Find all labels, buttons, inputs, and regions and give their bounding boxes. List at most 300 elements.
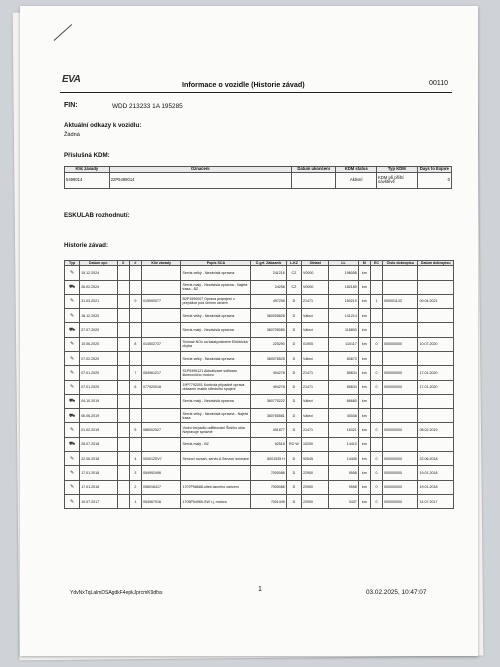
kdm-name: 22P5499014 xyxy=(109,172,291,188)
cell-date: 04.10.2019 xyxy=(80,394,117,408)
cell-cis: 000000000 xyxy=(383,466,418,480)
cell-x xyxy=(117,366,129,380)
kdm-status: Aktivní xyxy=(336,172,377,188)
cell-cis: 000000000 xyxy=(383,452,418,466)
cell-m: km xyxy=(358,337,370,351)
historie-row xyxy=(65,380,454,394)
cell-n xyxy=(129,437,141,451)
cell-cis: 000000000 xyxy=(383,380,418,394)
cell-key: 054992496 xyxy=(141,466,181,480)
cell-lkz: CZ xyxy=(286,280,301,294)
cell-m: km xyxy=(358,394,370,408)
col-ll: LL xyxy=(329,261,358,266)
cell-ec xyxy=(370,309,382,323)
cell-lkz: D xyxy=(286,366,301,380)
cell-n xyxy=(129,351,141,365)
eva-logo: EVA xyxy=(62,74,81,85)
cell-key xyxy=(141,394,181,408)
cell-grf: 8001935 H xyxy=(251,452,286,466)
cell-x xyxy=(117,337,129,351)
cell-date: 07.02.2020 xyxy=(80,351,117,365)
cell-lkz: D xyxy=(286,480,301,494)
row-type-cell xyxy=(65,452,80,466)
cell-m: km xyxy=(358,266,370,280)
cell-grf: 241216 xyxy=(251,266,286,280)
cell-obl: 01905 xyxy=(302,337,329,351)
col-typ: Typ xyxy=(65,261,80,266)
cell-grf: 360765581 xyxy=(251,409,286,423)
cell-date: 07.01.2020 xyxy=(80,366,117,380)
cell-m: km xyxy=(358,409,370,423)
col-grf: Č.grf. Zákazník xyxy=(251,261,286,266)
cell-n: 8 xyxy=(129,337,141,351)
row-type-cell xyxy=(65,351,80,365)
historie-row xyxy=(65,480,454,494)
kdm-col-date: Datum ukončení xyxy=(291,167,336,173)
cell-ll: 116803 xyxy=(329,323,358,337)
cell-desc: Servis malý - BZ xyxy=(181,437,251,451)
cell-n: 4 xyxy=(129,452,141,466)
car-icon: ⛟ xyxy=(68,412,76,419)
kdm-key: 5499014 xyxy=(65,172,110,188)
col-n: # xyxy=(129,261,141,266)
cell-lkz: D xyxy=(286,337,301,351)
historie-row xyxy=(65,466,454,480)
cell-lkz: D xyxy=(286,380,301,394)
cell-m: km xyxy=(358,452,370,466)
cell-desc: 1707P58688-oltek lacneho zarizeni xyxy=(181,480,251,494)
cell-date: 22.06.2018 xyxy=(80,452,117,466)
cell-grf: 497256 xyxy=(251,294,286,308)
kdm-col-type: Typ KDM xyxy=(377,167,418,173)
cell-m: km xyxy=(358,466,370,480)
cell-n: 5 xyxy=(129,423,141,437)
fin-value: WDD 213233 1A 195285 xyxy=(112,103,183,110)
cell-desc: B2P1590007 Oprava propojení v prepážce pod čelním oknem xyxy=(181,294,251,308)
cell-ll: 9558 xyxy=(329,466,358,480)
col-key: Klíč závady xyxy=(141,261,181,266)
cell-m: km xyxy=(358,323,370,337)
cell-ec: 1 xyxy=(370,294,382,308)
cell-date: 26.02.2024 xyxy=(80,280,117,294)
cell-dat xyxy=(418,394,454,408)
cell-cis xyxy=(383,437,418,451)
cell-obl: 21471 xyxy=(302,366,329,380)
cell-grf: 7000086 xyxy=(251,466,286,480)
row-type-cell xyxy=(65,323,80,337)
row-type-cell xyxy=(65,480,80,494)
cell-dat: 09.04.2021 xyxy=(418,294,454,308)
cell-date: 10.06.2020 xyxy=(80,337,117,351)
cell-x xyxy=(117,309,129,323)
cell-dat xyxy=(418,266,454,280)
cell-desc: Servis velký - Nezávislá opravna xyxy=(181,266,251,280)
cell-x xyxy=(117,466,129,480)
cell-dat: 08.02.2019 xyxy=(418,423,454,437)
kdm-type: KDM při příští návštěvě xyxy=(377,172,418,188)
cell-n xyxy=(129,409,141,423)
cell-desc: Snímač NOx za katalyzátorem Elektrická chyba xyxy=(181,337,251,351)
cell-lkz: RO W xyxy=(286,437,301,451)
wrench-icon: ✎ xyxy=(69,455,75,462)
cell-grf: 360775222 xyxy=(251,394,286,408)
cell-key xyxy=(141,323,181,337)
cell-m: km xyxy=(358,280,370,294)
cell-cis xyxy=(383,280,418,294)
historie-row xyxy=(65,437,454,451)
cell-x xyxy=(117,423,129,437)
cell-date: 07.01.2020 xyxy=(80,380,117,394)
cell-m: km xyxy=(358,380,370,394)
cell-x xyxy=(117,280,129,294)
document-code: 00110 xyxy=(429,80,448,87)
cell-key xyxy=(141,266,181,280)
cell-desc: Senzorí rozsah, servis A Senzorí snímavé xyxy=(181,452,251,466)
cell-obl: V0000 xyxy=(302,266,329,280)
cell-x xyxy=(117,394,129,408)
cell-obl: 21471 xyxy=(302,294,329,308)
row-type-cell xyxy=(65,266,80,280)
kdm-table xyxy=(64,166,452,189)
cell-dat: 14.07.2017 xyxy=(418,494,454,508)
historie-row xyxy=(65,280,454,294)
cell-obl: Válecí xyxy=(302,409,329,423)
cell-lkz: D xyxy=(286,323,301,337)
cell-ec xyxy=(370,394,382,408)
cell-m: km xyxy=(358,437,370,451)
cell-date: 01.02.2019 xyxy=(80,423,117,437)
cell-ll: 3437 xyxy=(329,494,358,508)
odkazy-value: Žádná xyxy=(64,132,80,138)
row-type-cell xyxy=(65,309,80,323)
cell-obl: 22900 xyxy=(302,494,329,508)
cell-lkz: D xyxy=(286,351,301,365)
wrench-icon: ✎ xyxy=(69,355,75,362)
kdm-col-days: Days to Expire xyxy=(417,167,451,173)
cell-date: 17.01.2018 xyxy=(80,466,117,480)
cell-obl: V0000 xyxy=(302,280,329,294)
cell-desc: Servis velký - Nezávislá opravna - Najetá trasa xyxy=(181,409,251,423)
cell-ec xyxy=(370,266,382,280)
cell-desc: Servis malý - Nezávislá opravna xyxy=(181,323,251,337)
cell-dat: 17.01.2020 xyxy=(418,380,454,394)
cell-key: 058916417 xyxy=(141,480,181,494)
cell-obl: 92645 xyxy=(302,452,329,466)
cell-cis: 000000000 xyxy=(383,423,418,437)
cell-n: 2 xyxy=(129,480,141,494)
col-m: M xyxy=(358,261,370,266)
cell-desc: 19P7792001 Kontrola případně oprava dotazení matek středního spojeni xyxy=(181,380,251,394)
row-type-cell xyxy=(65,423,80,437)
cell-obl: Válecí xyxy=(302,394,329,408)
cell-grf: 360705080 xyxy=(251,323,286,337)
cell-key xyxy=(141,409,181,423)
wrench-icon: ✎ xyxy=(69,269,75,276)
cell-x xyxy=(117,409,129,423)
historie-row xyxy=(65,294,454,308)
cell-date: 18.12.2020 xyxy=(80,309,117,323)
cell-cis xyxy=(383,409,418,423)
cell-n xyxy=(129,323,141,337)
cell-dat: 10.07.2020 xyxy=(418,337,454,351)
cell-obl: Válecí xyxy=(302,323,329,337)
cell-ec: 0 xyxy=(370,423,382,437)
cell-ll: 110117 xyxy=(329,337,358,351)
cell-cis xyxy=(383,323,418,337)
cell-n xyxy=(129,280,141,294)
cell-ec: 0 xyxy=(370,494,382,508)
cell-ll: 85634 xyxy=(329,366,358,380)
fin-label: FIN: xyxy=(64,102,78,109)
cell-desc: Vodní čerpadlo odfiltrování Širšího okla Nepravuje správně xyxy=(181,423,251,437)
cell-date: 17.01.2018 xyxy=(80,480,117,494)
cell-grf: 360078525 xyxy=(251,351,286,365)
cell-ec xyxy=(370,280,382,294)
cell-dat xyxy=(418,323,454,337)
cell-x xyxy=(117,480,129,494)
cell-dat xyxy=(418,280,454,294)
cell-ll: 16321 xyxy=(329,423,358,437)
footer-code: YdvNxTqLalmDSAgdkF4epkJprcmK9dfss xyxy=(70,590,163,596)
cell-dat xyxy=(418,351,454,365)
cell-key: 054961217 xyxy=(141,366,181,380)
car-icon: ⛟ xyxy=(68,441,76,448)
cell-grf: 7001449 xyxy=(251,494,286,508)
col-x: X xyxy=(117,261,129,266)
row-type-cell xyxy=(65,409,80,423)
cell-ll: 40048 xyxy=(329,409,358,423)
cell-x xyxy=(117,351,129,365)
cell-n xyxy=(129,394,141,408)
cell-ll: 150219 xyxy=(329,294,358,308)
cell-ll: 9558 xyxy=(329,480,358,494)
col-datum: Datum opr. xyxy=(80,261,117,266)
historie-row xyxy=(65,409,454,423)
cell-n: 1 xyxy=(129,494,141,508)
cell-lkz: D xyxy=(286,494,301,508)
historie-row xyxy=(65,394,454,408)
wrench-icon: ✎ xyxy=(69,341,75,348)
cell-cis xyxy=(383,351,418,365)
cell-ec xyxy=(370,351,382,365)
cell-desc: Servis velký - Nezávislá opravna xyxy=(181,351,251,365)
cell-grf: 7000086 xyxy=(251,480,286,494)
cell-grf: 494278 xyxy=(251,380,286,394)
cell-x xyxy=(117,437,129,451)
cell-grf: 494278 xyxy=(251,366,286,380)
cell-lkz: CZ xyxy=(286,266,301,280)
cell-desc: Servis malý - Nezávislá opravna xyxy=(181,394,251,408)
cell-grf: 62518 xyxy=(251,437,286,451)
cell-key: 077920018 xyxy=(141,380,181,394)
row-type-cell xyxy=(65,380,80,394)
wrench-icon: ✎ xyxy=(69,298,75,305)
cell-m: km xyxy=(358,480,370,494)
cell-obl: 21471 xyxy=(302,380,329,394)
cell-dat: 19.01.2018 xyxy=(418,480,454,494)
cell-lkz: D xyxy=(286,309,301,323)
cell-lkz: D xyxy=(286,294,301,308)
cell-x xyxy=(117,323,129,337)
cell-ll: 85634 xyxy=(329,380,358,394)
cell-key: 015900077 xyxy=(141,294,181,308)
kdm-label: Příslušná KDM: xyxy=(64,152,110,159)
cell-n: 0 xyxy=(129,294,141,308)
cell-date: 15.12.2024 xyxy=(80,266,117,280)
cell-key xyxy=(141,437,181,451)
cell-m: km xyxy=(358,423,370,437)
row-type-cell xyxy=(65,337,80,351)
historie-row xyxy=(65,323,454,337)
wrench-icon: ✎ xyxy=(69,369,75,376)
cell-ll: 83673 xyxy=(329,351,358,365)
kdm-date xyxy=(291,172,336,188)
cell-ll: 14410 xyxy=(329,437,358,451)
cell-dat xyxy=(418,437,454,451)
col-ec: EC xyxy=(370,261,382,266)
cell-obl: Válecí xyxy=(302,351,329,365)
cell-lkz: D xyxy=(286,409,301,423)
cell-ll: 141214 xyxy=(329,309,358,323)
col-obl: Oblast xyxy=(302,261,329,266)
document-page xyxy=(20,6,478,656)
cell-desc: Servis velký - Nezávislá opravna xyxy=(181,309,251,323)
cell-n: 3 xyxy=(129,466,141,480)
cell-m: km xyxy=(358,309,370,323)
cell-ec xyxy=(370,409,382,423)
row-type-cell xyxy=(65,394,80,408)
cell-ec: 0 xyxy=(370,480,382,494)
wrench-icon: ✎ xyxy=(69,469,75,476)
cell-ec xyxy=(370,323,382,337)
cell-cis xyxy=(383,309,418,323)
cell-cis xyxy=(383,266,418,280)
cell-grf: 360005826 xyxy=(251,309,286,323)
pen-mark xyxy=(54,24,73,41)
cell-dat xyxy=(418,309,454,323)
cell-lkz: D xyxy=(286,452,301,466)
kdm-col-name: Označení xyxy=(109,167,291,173)
wrench-icon: ✎ xyxy=(69,484,75,491)
kdm-days: 0 xyxy=(417,172,451,188)
cell-grf: 24258 xyxy=(251,280,286,294)
historie-header-row xyxy=(65,261,454,266)
cell-key xyxy=(141,309,181,323)
cell-cis: 000000000 xyxy=(383,480,418,494)
car-icon: ⛟ xyxy=(68,284,76,291)
cell-m: km xyxy=(358,351,370,365)
cell-key: 086002527 xyxy=(141,423,181,437)
wrench-icon: ✎ xyxy=(69,312,75,319)
cell-lkz: D xyxy=(286,466,301,480)
cell-x xyxy=(117,380,129,394)
historie-row xyxy=(65,423,454,437)
cell-ll: 182189 xyxy=(329,280,358,294)
cell-desc xyxy=(181,466,251,480)
historie-row xyxy=(65,309,454,323)
cell-obl: Válecí xyxy=(302,309,329,323)
cell-grf: 225290 xyxy=(251,337,286,351)
cell-ec: 0 xyxy=(370,452,382,466)
document-header xyxy=(60,74,452,93)
cell-desc: S1P5496121 Aktualizace softwaru škrenovicho motoru xyxy=(181,366,251,380)
historie-table xyxy=(64,260,454,509)
document-title: Informace o vozidle (Historie závad) xyxy=(182,80,305,89)
row-type-cell xyxy=(65,466,80,480)
cell-dat: 19.01.2018 xyxy=(418,466,454,480)
col-desc: Popis SCA xyxy=(181,261,251,266)
cell-ll: 66680 xyxy=(329,394,358,408)
cell-n: 7 xyxy=(129,366,141,380)
cell-grf: 491877 xyxy=(251,423,286,437)
row-type-cell xyxy=(65,437,80,451)
historie-row xyxy=(65,337,454,351)
cell-dat xyxy=(418,409,454,423)
historie-row xyxy=(65,366,454,380)
wrench-icon: ✎ xyxy=(69,384,75,391)
historie-row xyxy=(65,266,454,280)
col-lkz: L-KZ xyxy=(286,261,301,266)
cell-ec: 0 xyxy=(370,366,382,380)
cell-m: km xyxy=(358,366,370,380)
cell-date: 31.03.2021 xyxy=(80,294,117,308)
col-dat: Datum dobropisu xyxy=(418,261,454,266)
row-type-cell xyxy=(65,494,80,508)
cell-ll: 196056 xyxy=(329,266,358,280)
historie-label: Historie závad: xyxy=(64,242,109,249)
historie-row xyxy=(65,351,454,365)
cell-lkz: D xyxy=(286,394,301,408)
page-number: 1 xyxy=(258,586,262,593)
cell-cis: 000000000 xyxy=(383,494,418,508)
row-type-cell xyxy=(65,366,80,380)
cell-cis: 000000000 xyxy=(383,366,418,380)
cell-ec: 0 xyxy=(370,337,382,351)
cell-dat: 22.06.2018 xyxy=(418,452,454,466)
row-type-cell xyxy=(65,294,80,308)
wrench-icon: ✎ xyxy=(69,427,75,434)
cell-key: 014502737 xyxy=(141,337,181,351)
cell-ec: 0 xyxy=(370,466,382,480)
kdm-row xyxy=(65,172,452,188)
row-type-cell xyxy=(65,280,80,294)
cell-key: 000012SV7 xyxy=(141,452,181,466)
cell-desc: 1705P54965-SW r.j. motoru xyxy=(181,494,251,508)
cell-lkz: D xyxy=(286,423,301,437)
cell-date: 25.07.2018 xyxy=(80,437,117,451)
footer-datetime: 03.02.2025, 10:47:07 xyxy=(366,589,427,596)
cell-ec xyxy=(370,437,382,451)
car-icon: ⛟ xyxy=(68,398,76,405)
cell-ec: 0 xyxy=(370,380,382,394)
cell-dat: 17.01.2020 xyxy=(418,366,454,380)
cell-obl: 22900 xyxy=(302,466,329,480)
cell-m: km xyxy=(358,294,370,308)
cell-n xyxy=(129,309,141,323)
cell-date: 06.06.2019 xyxy=(80,409,117,423)
cell-obl: 21471 xyxy=(302,423,329,437)
historie-row xyxy=(65,494,454,508)
cell-date: 27.07.2020 xyxy=(80,323,117,337)
wrench-icon: ✎ xyxy=(69,498,75,505)
kdm-col-status: KDM status xyxy=(336,167,377,173)
cell-x xyxy=(117,494,129,508)
cell-ll: 14405 xyxy=(329,452,358,466)
cell-x xyxy=(117,452,129,466)
cell-obl: 22900 xyxy=(302,480,329,494)
cell-desc: Servis malý - Nezávislá opravna - Najetá trasa - BZ xyxy=(181,280,251,294)
col-cis: Číslo dobropisu xyxy=(383,261,418,266)
